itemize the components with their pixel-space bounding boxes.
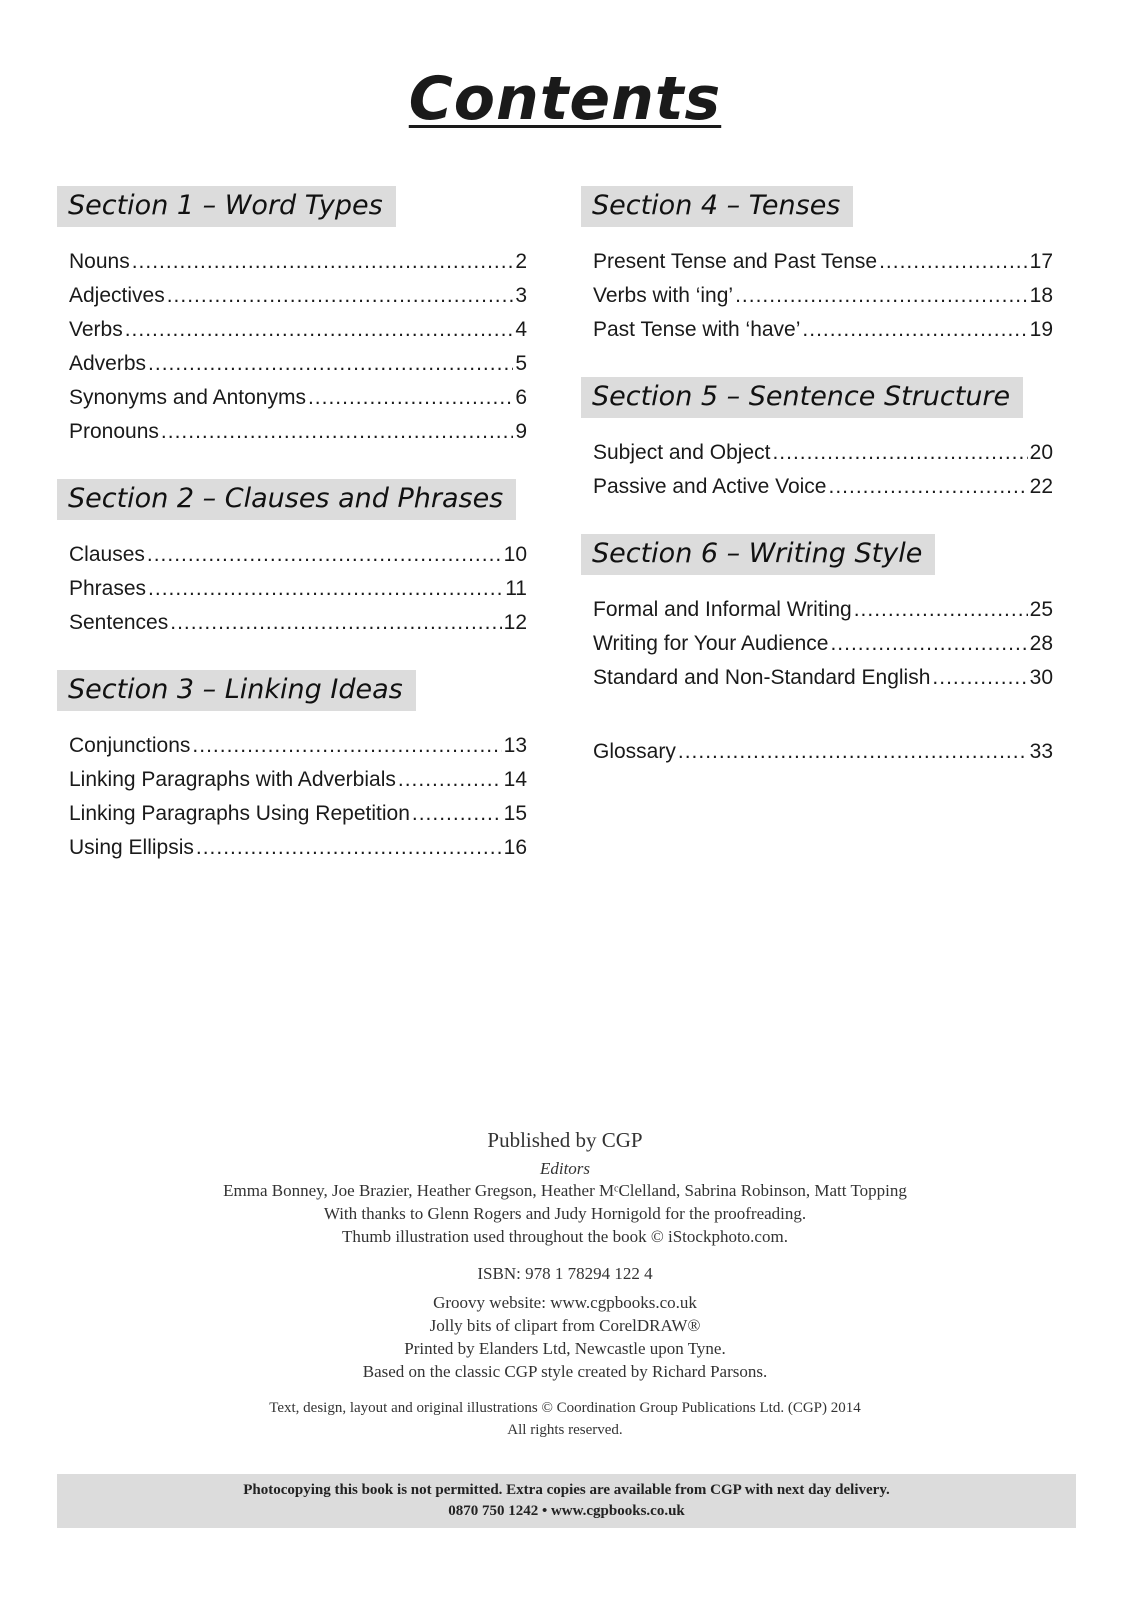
contents-entry — [69, 572, 527, 606]
entry-page: 5 — [515, 352, 527, 375]
entry-page: 28 — [1029, 632, 1053, 655]
dot-leader — [148, 347, 513, 381]
entry-label: Verbs with ‘ing’ — [593, 284, 734, 307]
entry-label: Sentences — [69, 611, 169, 634]
entry-label: Writing for Your Audience — [593, 632, 829, 655]
entry-label: Conjunctions — [69, 734, 191, 757]
style-credit: Based on the classic CGP style created by Richard Parsons. — [362, 1362, 768, 1381]
publisher-credits — [0, 1128, 1130, 1441]
entry-label: Using Ellipsis — [69, 836, 194, 859]
entry-page: 16 — [503, 836, 527, 859]
dot-leader — [398, 763, 502, 797]
entry-label: Glossary — [593, 740, 676, 763]
entry-label: Clauses — [69, 543, 145, 566]
contents-entry — [593, 245, 1053, 279]
entry-page: 4 — [515, 318, 527, 341]
contents-entry — [69, 729, 527, 763]
copyright-line: Text, design, layout and original illustrations © Coordination Group Publications Ltd. (CGP) 2014 — [269, 1400, 861, 1416]
entry-label: Past Tense with ‘have’ — [593, 318, 801, 341]
isbn: ISBN: 978 1 78294 122 4 — [477, 1264, 653, 1283]
contents-column-left — [57, 186, 527, 895]
entry-page: 13 — [503, 734, 527, 757]
contents-entry — [593, 313, 1053, 347]
entry-page: 9 — [515, 420, 527, 443]
section-linking-ideas — [57, 670, 527, 865]
contents-entry — [69, 831, 527, 865]
printer-line: Printed by Elanders Ltd, Newcastle upon Tyne. — [404, 1339, 726, 1358]
dot-leader — [132, 245, 514, 279]
contents-entry-glossary — [593, 735, 1053, 769]
dot-leader — [308, 381, 513, 415]
editors-label: Editors — [539, 1159, 591, 1178]
dot-leader — [192, 729, 501, 763]
entry-label: Linking Paragraphs Using Repetition — [69, 802, 410, 825]
contents-entry — [593, 593, 1053, 627]
entry-label: Synonyms and Antonyms — [69, 386, 306, 409]
contents-entry — [593, 627, 1053, 661]
entry-page: 3 — [515, 284, 527, 307]
entry-page: 19 — [1029, 318, 1053, 341]
contents-entry — [69, 245, 527, 279]
entry-label: Present Tense and Past Tense — [593, 250, 878, 273]
section-sentence-structure — [581, 377, 1053, 504]
thanks-line: With thanks to Glenn Rogers and Judy Hornigold for the proofreading. — [323, 1204, 807, 1223]
section-word-types — [57, 186, 527, 449]
photocopy-notice: Photocopying this book is not permitted. Extra copies are available from CGP with next day delivery. — [243, 1482, 890, 1498]
contents-entry — [69, 347, 527, 381]
rights-line: All rights reserved. — [507, 1422, 623, 1438]
dot-leader — [167, 279, 514, 313]
dot-leader — [196, 831, 502, 865]
dot-leader — [170, 606, 501, 640]
contents-entry — [593, 279, 1053, 313]
contents-entry — [69, 797, 527, 831]
entry-page: 11 — [505, 577, 527, 600]
contents-entry — [69, 606, 527, 640]
entry-label: Standard and Non-Standard English — [593, 666, 931, 689]
dot-leader — [879, 245, 1028, 279]
contents-column-right — [581, 186, 1053, 769]
entry-label: Adverbs — [69, 352, 147, 375]
entry-page: 20 — [1029, 441, 1053, 464]
dot-leader — [125, 313, 514, 347]
dot-leader — [854, 593, 1028, 627]
section-heading: Section 1 – Word Types — [57, 186, 396, 227]
clipart-line: Jolly bits of clipart from CorelDRAW® — [429, 1316, 701, 1335]
entry-label: Pronouns — [69, 420, 159, 443]
entry-page: 6 — [515, 386, 527, 409]
entry-page: 2 — [515, 250, 527, 273]
entry-label: Subject and Object — [593, 441, 771, 464]
dot-leader — [148, 572, 503, 606]
entry-label: Linking Paragraphs with Adverbials — [69, 768, 396, 791]
dot-leader — [412, 797, 502, 831]
entry-page: 30 — [1029, 666, 1053, 689]
entry-page: 10 — [503, 543, 527, 566]
entry-page: 14 — [503, 768, 527, 791]
contact-line: 0870 750 1242 • www.cgpbooks.co.uk — [448, 1503, 685, 1519]
thumb-credit: Thumb illustration used throughout the book © iStockphoto.com. — [342, 1227, 788, 1246]
footer-notice — [57, 1474, 1076, 1528]
entry-page: 22 — [1029, 475, 1053, 498]
section-writing-style — [581, 534, 1053, 695]
dot-leader — [678, 735, 1028, 769]
entry-label: Passive and Active Voice — [593, 475, 827, 498]
entry-page: 25 — [1029, 598, 1053, 621]
dot-leader — [828, 470, 1027, 504]
glossary-entry-group — [581, 735, 1053, 769]
entry-page: 15 — [503, 802, 527, 825]
section-heading: Section 5 – Sentence Structure — [581, 377, 1023, 418]
section-heading: Section 2 – Clauses and Phrases — [57, 479, 516, 520]
entry-label: Nouns — [69, 250, 130, 273]
entry-page: 18 — [1029, 284, 1053, 307]
page-title: Contents — [408, 64, 722, 134]
dot-leader — [147, 538, 502, 572]
dot-leader — [772, 436, 1027, 470]
dot-leader — [932, 661, 1027, 695]
contents-entry — [69, 538, 527, 572]
entry-label: Verbs — [69, 318, 123, 341]
editors-list: Emma Bonney, Joe Brazier, Heather Gregson, Heather MᶜClelland, Sabrina Robinson, Matt Topping — [223, 1181, 907, 1200]
website-line: Groovy website: www.cgpbooks.co.uk — [433, 1293, 697, 1312]
entry-label: Formal and Informal Writing — [593, 598, 852, 621]
contents-entry — [69, 381, 527, 415]
section-heading: Section 6 – Writing Style — [581, 534, 935, 575]
entry-page: 33 — [1029, 740, 1053, 763]
contents-entry — [69, 279, 527, 313]
section-clauses-and-phrases — [57, 479, 527, 640]
contents-entry — [593, 470, 1053, 504]
dot-leader — [802, 313, 1027, 347]
dot-leader — [161, 415, 513, 449]
dot-leader — [735, 279, 1028, 313]
entry-page: 17 — [1029, 250, 1053, 273]
contents-entry — [593, 661, 1053, 695]
entry-label: Adjectives — [69, 284, 165, 307]
contents-entry — [593, 436, 1053, 470]
contents-entry — [69, 415, 527, 449]
entry-page: 12 — [503, 611, 527, 634]
entry-label: Phrases — [69, 577, 147, 600]
contents-entry — [69, 313, 527, 347]
published-by: Published by CGP — [487, 1128, 643, 1152]
section-tenses — [581, 186, 1053, 347]
section-heading: Section 4 – Tenses — [581, 186, 853, 227]
dot-leader — [830, 627, 1027, 661]
contents-entry — [69, 763, 527, 797]
section-heading: Section 3 – Linking Ideas — [57, 670, 416, 711]
